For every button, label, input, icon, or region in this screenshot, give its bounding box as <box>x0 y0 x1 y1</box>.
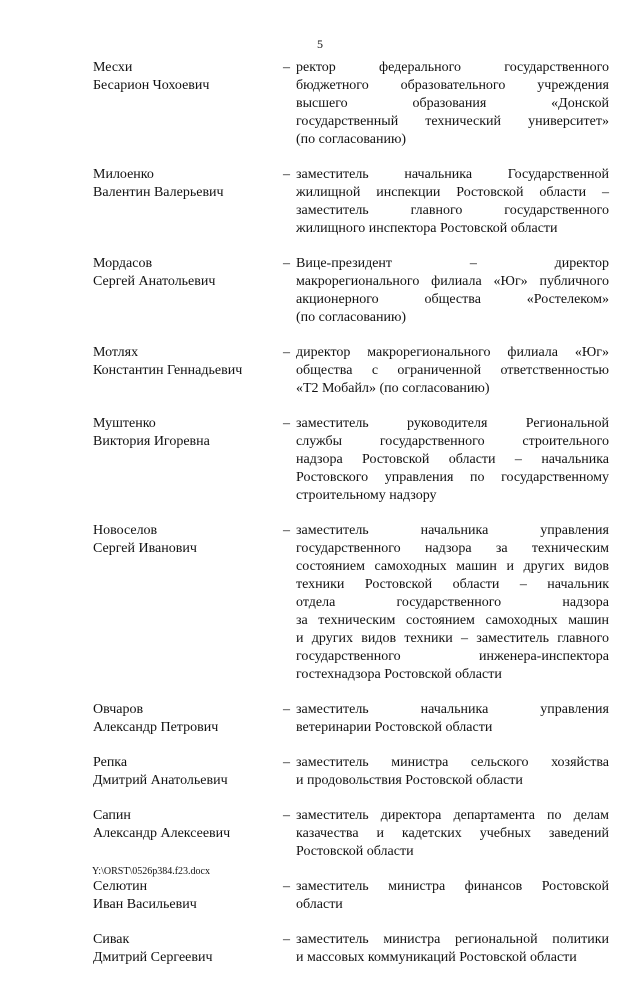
member-name <box>93 344 283 380</box>
member-name <box>93 255 283 291</box>
member-name <box>93 522 283 558</box>
separator-dash: – <box>283 416 290 431</box>
position-line: заместитель начальника Государственной <box>296 167 609 182</box>
separator-dash: – <box>283 167 290 182</box>
position-line: области <box>296 897 343 912</box>
member-position <box>296 166 609 238</box>
position-line: ветеринарии Ростовской области <box>296 720 493 735</box>
member-surname: Новоселов <box>93 523 158 538</box>
member-surname: Мотлях <box>93 345 139 360</box>
member-position <box>296 59 609 149</box>
member-surname: Мордасов <box>93 256 153 271</box>
position-line: за техническим состоянием самоходных машин <box>296 613 609 628</box>
member-entry <box>93 255 613 327</box>
position-line: (по согласованию) <box>296 132 407 147</box>
member-surname: Овчаров <box>93 702 144 717</box>
member-entry <box>93 878 613 914</box>
member-surname: Милоенко <box>93 167 154 182</box>
member-position <box>296 931 609 967</box>
position-line: директор макрорегионального филиала «Юг» <box>296 345 609 360</box>
member-name <box>93 166 283 202</box>
position-line: отдела государственного надзора <box>296 595 609 610</box>
position-line: Вице-президент – директор <box>296 256 609 271</box>
member-entry <box>93 807 613 861</box>
position-line: (по согласованию) <box>296 310 407 325</box>
position-line: заместитель руководителя Региональной <box>296 416 609 431</box>
member-entry <box>93 415 613 505</box>
position-line: и продовольствия Ростовской области <box>296 773 523 788</box>
page-number: 5 <box>317 37 323 51</box>
position-line: ректор федерального государственного <box>296 60 609 75</box>
position-line: акционерного общества «Ростелеком» <box>296 292 609 307</box>
position-line: высшего образования «Донской <box>296 96 609 111</box>
separator-dash: – <box>283 808 290 823</box>
position-line: строительному надзору <box>296 488 437 503</box>
member-given-names: Константин Геннадьевич <box>93 363 243 378</box>
member-given-names: Валентин Валерьевич <box>93 185 224 200</box>
file-path-footer: Y:\ORST\0526p384.f23.docx <box>92 866 210 877</box>
member-surname: Репка <box>93 755 128 770</box>
member-position <box>296 344 609 398</box>
position-line: заместитель министра региональной политики <box>296 932 609 947</box>
position-line: Ростовского управления по государственному <box>296 470 609 485</box>
position-line: жилищной инспекции Ростовской области – <box>296 185 609 200</box>
position-line: заместитель главного государственного <box>296 203 609 218</box>
position-line: надзора Ростовской области – начальника <box>296 452 609 467</box>
position-line: жилищного инспектора Ростовской области <box>296 221 558 236</box>
member-position <box>296 754 609 790</box>
position-line: заместитель директора департамента по делам <box>296 808 609 823</box>
member-entry <box>93 701 613 737</box>
separator-dash: – <box>283 256 290 271</box>
member-given-names: Сергей Анатольевич <box>93 274 216 289</box>
member-position <box>296 255 609 327</box>
position-line: государственный технический университет» <box>296 114 609 129</box>
position-line: государственного инженера-инспектора <box>296 649 609 664</box>
member-surname: Месхи <box>93 60 133 75</box>
member-entry <box>93 754 613 790</box>
member-position <box>296 878 609 914</box>
position-line: государственного надзора за техническим <box>296 541 609 556</box>
member-surname: Сивак <box>93 932 130 947</box>
member-name <box>93 415 283 451</box>
member-entry <box>93 931 613 967</box>
position-line: заместитель министра финансов Ростовской <box>296 879 609 894</box>
member-surname: Селютин <box>93 879 148 894</box>
member-name <box>93 807 283 843</box>
member-name <box>93 878 283 914</box>
member-name <box>93 59 283 95</box>
position-line: Ростовской области <box>296 844 414 859</box>
member-given-names: Виктория Игоревна <box>93 434 210 449</box>
member-surname: Муштенко <box>93 416 156 431</box>
position-line: казачества и кадетских учебных заведений <box>296 826 609 841</box>
member-position <box>296 415 609 505</box>
member-position <box>296 701 609 737</box>
member-position <box>296 807 609 861</box>
member-entry <box>93 59 613 149</box>
position-line: заместитель начальника управления <box>296 702 609 717</box>
member-surname: Сапин <box>93 808 131 823</box>
position-line: и массовых коммуникаций Ростовской области <box>296 950 577 965</box>
position-line: общества с ограниченной ответственностью <box>296 363 609 378</box>
position-line: состоянием самоходных машин и других видов <box>296 559 609 574</box>
member-entry <box>93 522 613 684</box>
position-line: гостехнадзора Ростовской области <box>296 667 502 682</box>
position-line: «Т2 Мобайл» (по согласованию) <box>296 381 490 396</box>
member-name <box>93 701 283 737</box>
separator-dash: – <box>283 879 290 894</box>
position-line: техники Ростовской области – начальник <box>296 577 609 592</box>
member-given-names: Бесарион Чохоевич <box>93 78 210 93</box>
position-line: макрорегионального филиала «Юг» публичного <box>296 274 609 289</box>
position-line: заместитель министра сельского хозяйства <box>296 755 609 770</box>
separator-dash: – <box>283 932 290 947</box>
member-given-names: Дмитрий Анатольевич <box>93 773 228 788</box>
position-line: заместитель начальника управления <box>296 523 609 538</box>
position-line: и других видов техники – заместитель главного <box>296 631 609 646</box>
member-entry <box>93 344 613 398</box>
separator-dash: – <box>283 60 290 75</box>
separator-dash: – <box>283 702 290 717</box>
member-entry <box>93 166 613 238</box>
separator-dash: – <box>283 345 290 360</box>
member-given-names: Дмитрий Сергеевич <box>93 950 213 965</box>
members-list <box>93 59 613 984</box>
member-given-names: Сергей Иванович <box>93 541 197 556</box>
member-position <box>296 522 609 684</box>
member-given-names: Александр Алексеевич <box>93 826 231 841</box>
separator-dash: – <box>283 523 290 538</box>
separator-dash: – <box>283 755 290 770</box>
member-name <box>93 754 283 790</box>
position-line: бюджетного образовательного учреждения <box>296 78 609 93</box>
member-name <box>93 931 283 967</box>
member-given-names: Иван Васильевич <box>93 897 197 912</box>
member-given-names: Александр Петрович <box>93 720 219 735</box>
position-line: службы государственного строительного <box>296 434 609 449</box>
